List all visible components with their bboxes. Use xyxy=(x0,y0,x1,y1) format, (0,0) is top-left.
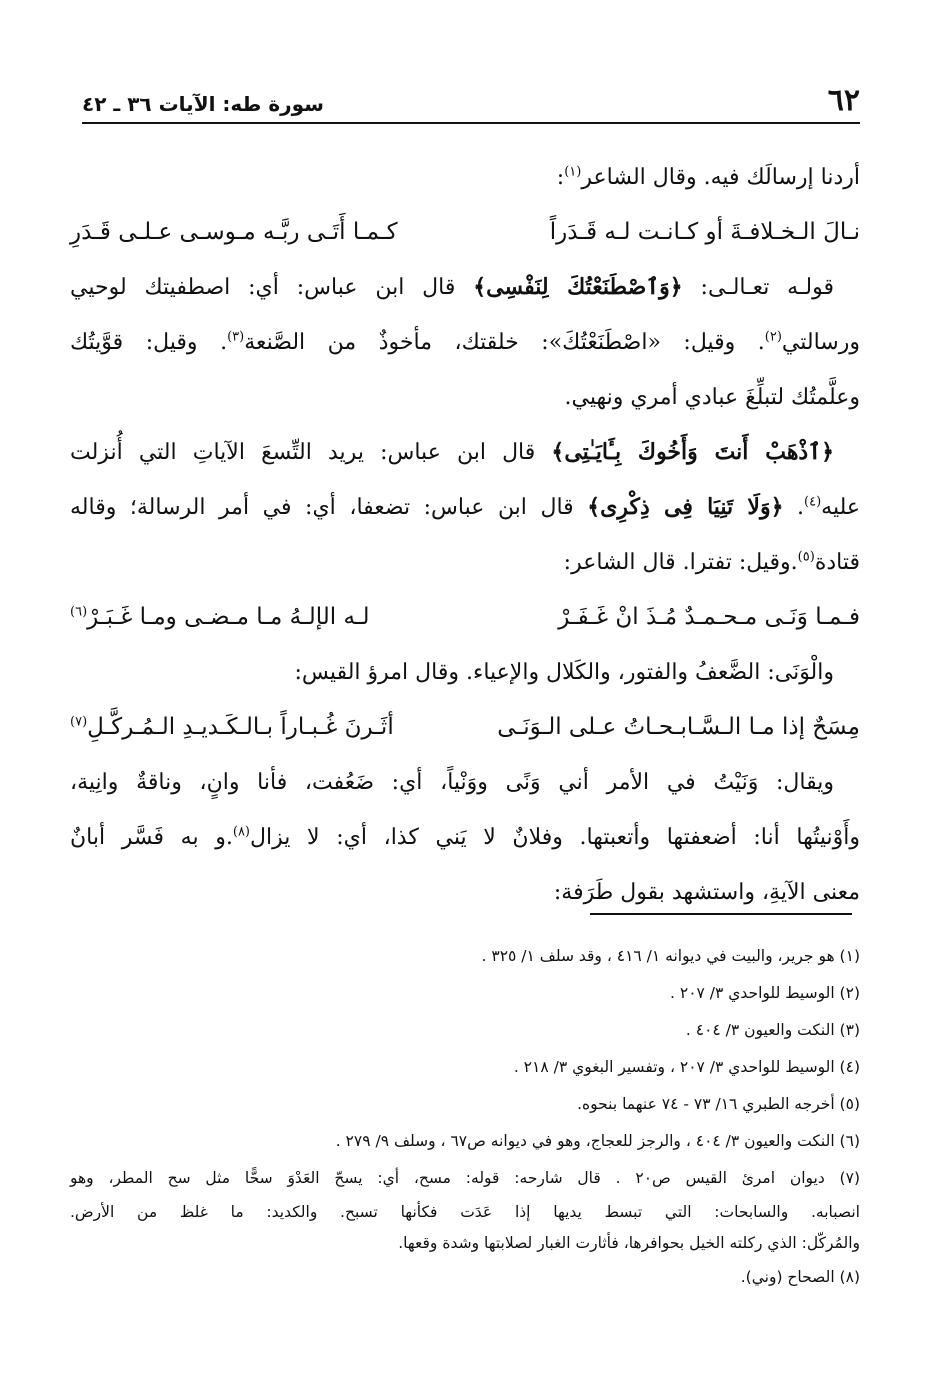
page-number: ٦٢ xyxy=(827,83,860,118)
footnote-ref[interactable]: (٨) xyxy=(232,824,250,840)
footnote-ref[interactable]: (٧) xyxy=(70,714,88,730)
footnote-continuation: انصبابه. والسابحات: التي تبسط يديها إذا عَدَت فكأنها تسبح. والكديد: ما غلظ من الأرض. xyxy=(70,1203,860,1221)
running-title: سورة طه: الآيات ٣٦ ـ ٤٢ xyxy=(82,92,324,116)
verse-first-hemistich: مِسَحٌ إذا مـا الـسَّـابـحـاتُ عـلى الـوَنَـى xyxy=(497,714,860,740)
text-line: ورسالتي$^{(٢)}$. وقيل: «اصْطَنَعْتُكَ»: خلقتك، مأخوذٌ من الصَّنعة$^{(٣)}$. وقيل: قوَّيتُك xyxy=(70,329,860,355)
text-line: عليه$^{(٤)}$. ﴿وَلَا تَنِيَا فِى ذِكْرِى﴾ قال ابن عباس: تضعفا، أي: في أمر الرسالة؛ وقاله xyxy=(70,494,861,520)
text-line: ﴿ٱذْهَبْ أَنتَ وَأَخُوكَ بِـَٔايَـٰتِى﴾ قال ابن عباس: يريد التِّسعَ الآياتِ التي أُنزلت xyxy=(70,439,834,465)
verse-second-hemistich: كـمـا أَتَـى ربَّـه مـوسـى عـلـى قَـدَرِ xyxy=(70,219,398,245)
footnote-ref[interactable]: (٢) xyxy=(764,329,782,345)
poetry-verse xyxy=(70,700,860,755)
footnote-ref[interactable]: (٥) xyxy=(797,549,815,565)
verse-second-hemistich: لـه الإلـهُ مـا مـضـى ومـا غَـبَـرْ$^{(٦)}$ xyxy=(70,604,370,630)
footnote-continuation: والمُركّل: الذي ركلته الخيل بحوافرها، فأثارت الغبار لصلابتها وشدة وقعها. xyxy=(398,1234,860,1252)
text-line: أردنا إرسالَك فيه. وقال الشاعر$^{(١)}$: xyxy=(556,164,860,190)
text-line: قولـه تعـالـى: ﴿وَٱصْطَنَعْتُكَ لِنَفْسِى﴾ قال ابن عباس: أي: اصطفيتك لوحيي xyxy=(70,274,834,300)
footnote: (٥) أخرجه الطبري ١٦/ ٧٣ - ٧٤ عنهما بنحوه. xyxy=(577,1095,860,1113)
poetry-verse xyxy=(70,205,860,260)
verse-first-hemistich: نـالَ الـخـلافـةَ أو كـانـت لـه قَـدَراً xyxy=(549,219,860,245)
footnote: (١) هو جرير، والبيت في ديوانه ١/ ٤١٦ ، وقد سلف ١/ ٣٢٥ . xyxy=(481,947,860,965)
text-line: معنى الآيةِ، واستشهد بقول طَرَفة: xyxy=(553,880,860,905)
text-line: وعلَّمتُك لتبلِّغَ عبادي أمري ونهيي. xyxy=(564,385,860,410)
footnote: (٧) ديوان امرئ القيس ص٢٠ . قال شارحه: قوله: مسح، أي: يسحّ العَدْوَ سحًّا مثل سح المطر، وهو xyxy=(70,1169,860,1187)
verse-second-hemistich: أثَـرنَ غُـبـاراً بـالـكَـديـدِ الـمُـركَّـلِ$^{(٧)}$ xyxy=(70,714,394,740)
verse-first-hemistich: فـمـا وَنَـى مـحـمـدٌ مُـذَ انْ غَـفَـرْ xyxy=(558,604,860,630)
text-line: وأَوْنيتُها أنا: أضعفتها وأتعبتها. وفلانٌ لا يَني كذا، أي: لا يزال$^{(٨)}$.و به فَسَّر أبانٌ xyxy=(70,824,860,850)
footnote: (٤) الوسيط للواحدي ٣/ ٢٠٧ ، وتفسير البغوي ٣/ ٢١٨ . xyxy=(513,1058,860,1076)
poetry-verse xyxy=(70,590,860,645)
text-line: والْوَنَى: الضَّعفُ والفتور، والكَلال والإعياء. وقال امرؤ القيس: xyxy=(294,660,834,685)
footnote-ref[interactable]: (٤) xyxy=(804,494,822,510)
quran-quote: ﴿وَٱصْطَنَعْتُكَ لِنَفْسِى﴾ xyxy=(473,274,683,300)
footnote-ref[interactable]: (٣) xyxy=(227,329,245,345)
page-header xyxy=(82,80,860,124)
text-line: ويقال: وَنَيْتُ في الأمر أني وَنًى ووَنْياً، أي: ضَعُفت، فأنا وانٍ، وناقةٌ وانِية، xyxy=(70,770,834,795)
text-line: قتادة$^{(٥)}$.وقيل: تفترا. قال الشاعر: xyxy=(563,549,860,575)
footnote-ref[interactable]: (٦) xyxy=(70,604,88,620)
footnote: (٣) النكت والعيون ٣/ ٤٠٤ . xyxy=(685,1021,860,1039)
book-page xyxy=(70,70,860,1360)
footnote: (٢) الوسيط للواحدي ٣/ ٢٠٧ . xyxy=(670,984,860,1002)
footnotes xyxy=(70,938,860,1296)
footnote: (٦) النكت والعيون ٣/ ٤٠٤ ، والرجز للعجاج، وهو في ديوانه ص٦٧ ، وسلف ٩/ ٢٧٩ . xyxy=(335,1132,860,1150)
main-text xyxy=(70,150,860,920)
footnote-separator xyxy=(590,913,852,915)
footnote: (٨) الصحاح (وني). xyxy=(740,1268,860,1286)
quran-quote: ﴿ٱذْهَبْ أَنتَ وَأَخُوكَ بِـَٔايَـٰتِى﴾ xyxy=(551,439,834,465)
footnote-ref[interactable]: (١) xyxy=(564,164,582,180)
quran-quote: ﴿وَلَا تَنِيَا فِى ذِكْرِى﴾ xyxy=(587,494,784,520)
